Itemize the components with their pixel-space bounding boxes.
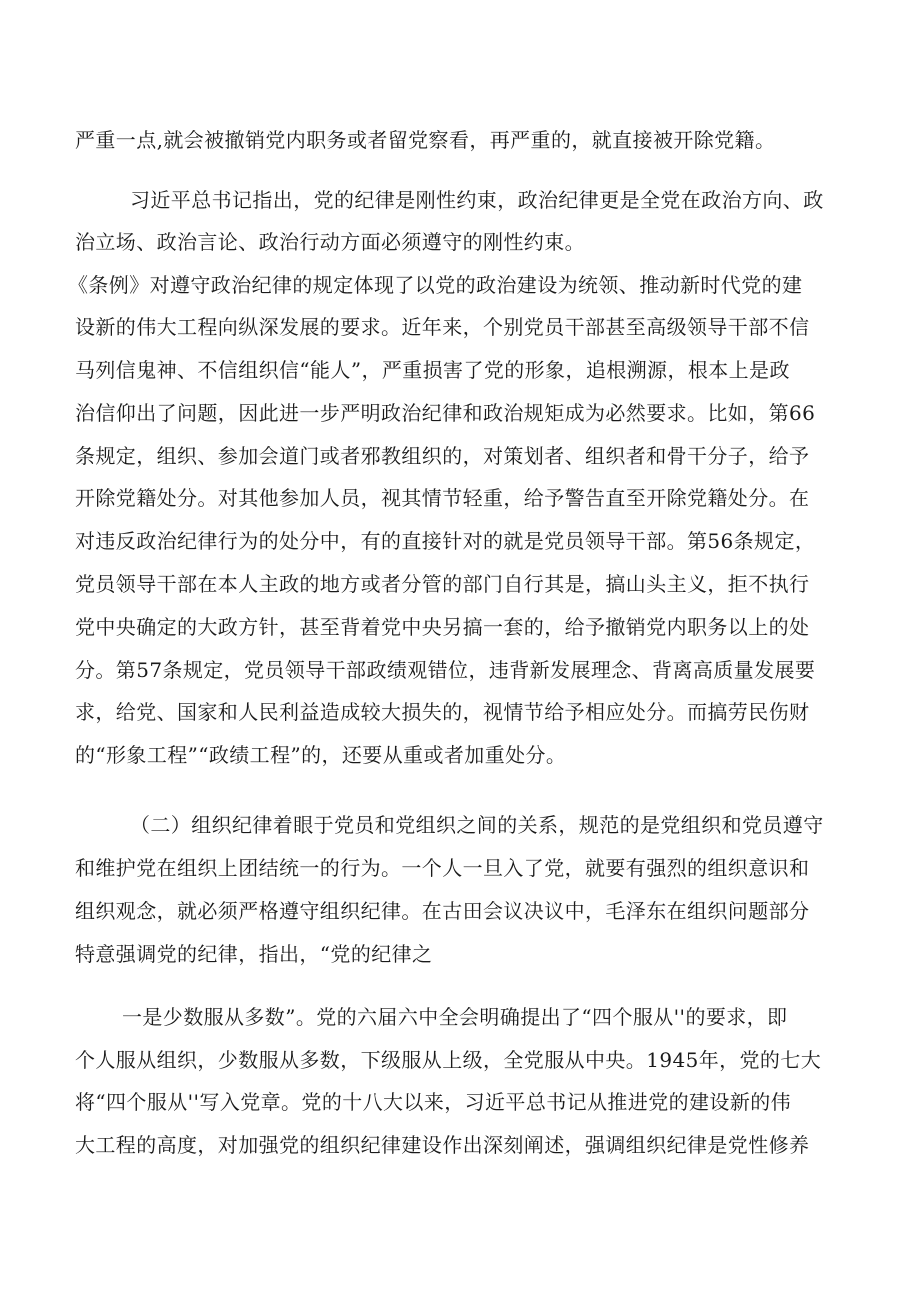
text-line: 设新的伟大工程向纵深发展的要求。近年来，个别党员干部甚至高级领导干部不信 [75,315,810,339]
text-line: 习近平总书记指出，党的纪律是刚性约束，政治纪律更是全党在政治方向、政 [130,188,824,212]
text-line: 马列信鬼神、不信组织信“能人”，严重损害了党的形象，追根溯源，根本上是政 [75,358,790,382]
text-line: 党员领导干部在本人主政的地方或者分管的部门自行其是，搞山头主义，拒不执行 [75,572,810,596]
text-line: 一是少数服从多数”。党的六届六中全会明确提出了“四个服从''的要求，即 [122,1005,788,1029]
text-line: 分。第57条规定，党员领导干部政绩观错位，违背新发展理念、背离高质量发展要 [75,658,816,682]
text-line: 组织观念，就必须严格遵守组织纪律。在古田会议决议中，毛泽东在组织问题部分 [75,899,810,923]
text-line: 大工程的高度，对加强党的组织纪律建设作出深刻阐述，强调组织纪律是党性修养 [75,1133,810,1157]
text-line: 特意强调党的纪律，指出，“党的纪律之 [75,942,433,966]
text-line: 条规定，组织、参加会道门或者邪教组织的，对策划者、组织者和骨干分子，给予 [75,444,810,468]
text-line: 《条例》对遵守政治纪律的规定体现了以党的政治建设为统领、推动新时代党的建 [68,273,803,297]
text-line: 的“形象工程”“政绩工程”的，还要从重或者加重处分。 [75,743,567,767]
text-line: 求，给党、国家和人民利益造成较大损失的，视情节给予相应处分。而搞劳民伤财 [75,700,810,724]
text-line: （二）组织纪律着眼于党员和党组织之间的关系，规范的是党组织和党员遵守 [130,813,824,837]
text-line: 治立场、政治言论、政治行动方面必须遵守的刚性约束。 [75,230,585,254]
text-line: 开除党籍处分。对其他参加人员，视其情节轻重，给予警告直至开除党籍处分。在 [75,486,810,510]
text-line: 党中央确定的大政方针，甚至背着党中央另搞一套的，给予撤销党内职务以上的处 [75,615,810,639]
text-line: 将“四个服从''写入党章。党的十八大以来，习近平总书记从推进党的建设新的伟 [75,1090,792,1114]
text-line: 对违反政治纪律行为的处分中，有的直接针对的就是党员领导干部。第56条规定， [75,529,816,553]
text-line: 和维护党在组织上团结统一的行为。一个人一旦入了党，就要有强烈的组织意识和 [75,856,810,880]
text-line: 个人服从组织，少数服从多数，下级服从上级，全党服从中央。1945年，党的七大 [75,1048,822,1072]
text-line: 治信仰出了问题，因此进一步严明政治纪律和政治规矩成为必然要求。比如，第66 [75,401,816,425]
text-line: 严重一点,就会被撤销党内职务或者留党察看，再严重的，就直接被开除党籍。 [75,128,776,152]
